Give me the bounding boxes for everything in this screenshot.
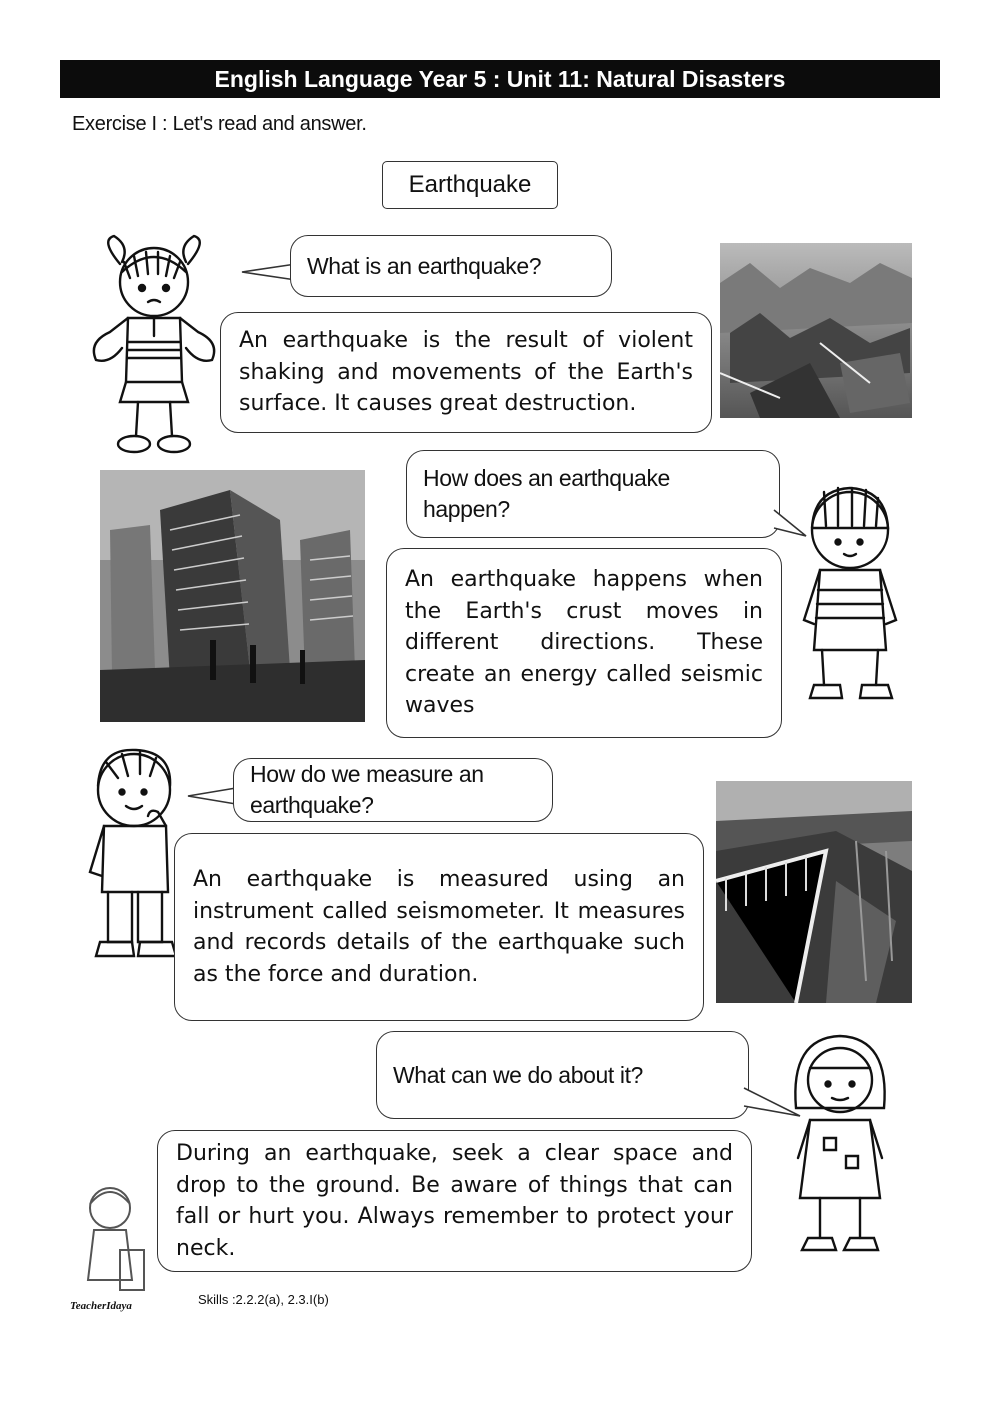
answer-text-4: During an earthquake, seek a clear space and drop to the ground. Be aware of things that can fall or hurt you. Always remember to protect your neck. [176,1141,733,1261]
earthquake-destroyed-houses-photo [720,243,912,418]
question-text-4: What can we do about it? [393,1061,643,1088]
answer-bubble-1 [220,312,712,433]
girl-pigtails-illustration [80,232,230,464]
question-bubble-3 [233,758,553,822]
question-text-3: How do we measure an earthquake? [250,761,484,818]
answer-bubble-2 [386,548,782,738]
broken-bridge-photo [716,781,912,1003]
answer-bubble-4 [157,1130,752,1272]
girl-bob-haircut-illustration [780,1028,900,1273]
skills-reference: Skills :2.2.2(a), 2.3.I(b) [198,1292,329,1307]
question-text-1: What is an earthquake? [307,252,542,279]
question-bubble-2 [406,450,780,538]
decorative-child-illustration [74,1180,154,1300]
boy-thinking-illustration [78,742,188,974]
answer-text-2: An earthquake happens when the Earth's crust moves in different directions. These create an energy called seismic waves [405,567,763,719]
publisher-logo: TeacherIdaya [70,1300,132,1312]
boy-bowl-haircut-illustration [790,480,910,730]
answer-text-3: An earthquake is measured using an instrument called seismometer. It measures and records details of the earthquake such as the force and duration. [193,867,685,987]
question-bubble-1 [290,235,612,297]
question-text-2: How does an earthquake happen? [423,465,670,522]
speech-tail [186,784,238,808]
exercise-instruction: Exercise I : Let's read and answer. [72,113,367,135]
question-bubble-4 [376,1031,749,1119]
speech-tail [240,262,296,282]
page-title: English Language Year 5 : Unit 11: Natural Disasters [60,60,940,98]
topic-title-box: Earthquake [382,161,558,209]
answer-bubble-3 [174,833,704,1021]
answer-text-1: An earthquake is the result of violent shaking and movements of the Earth's surface. It causes great destruction. [239,328,693,417]
collapsed-buildings-photo [100,470,365,722]
